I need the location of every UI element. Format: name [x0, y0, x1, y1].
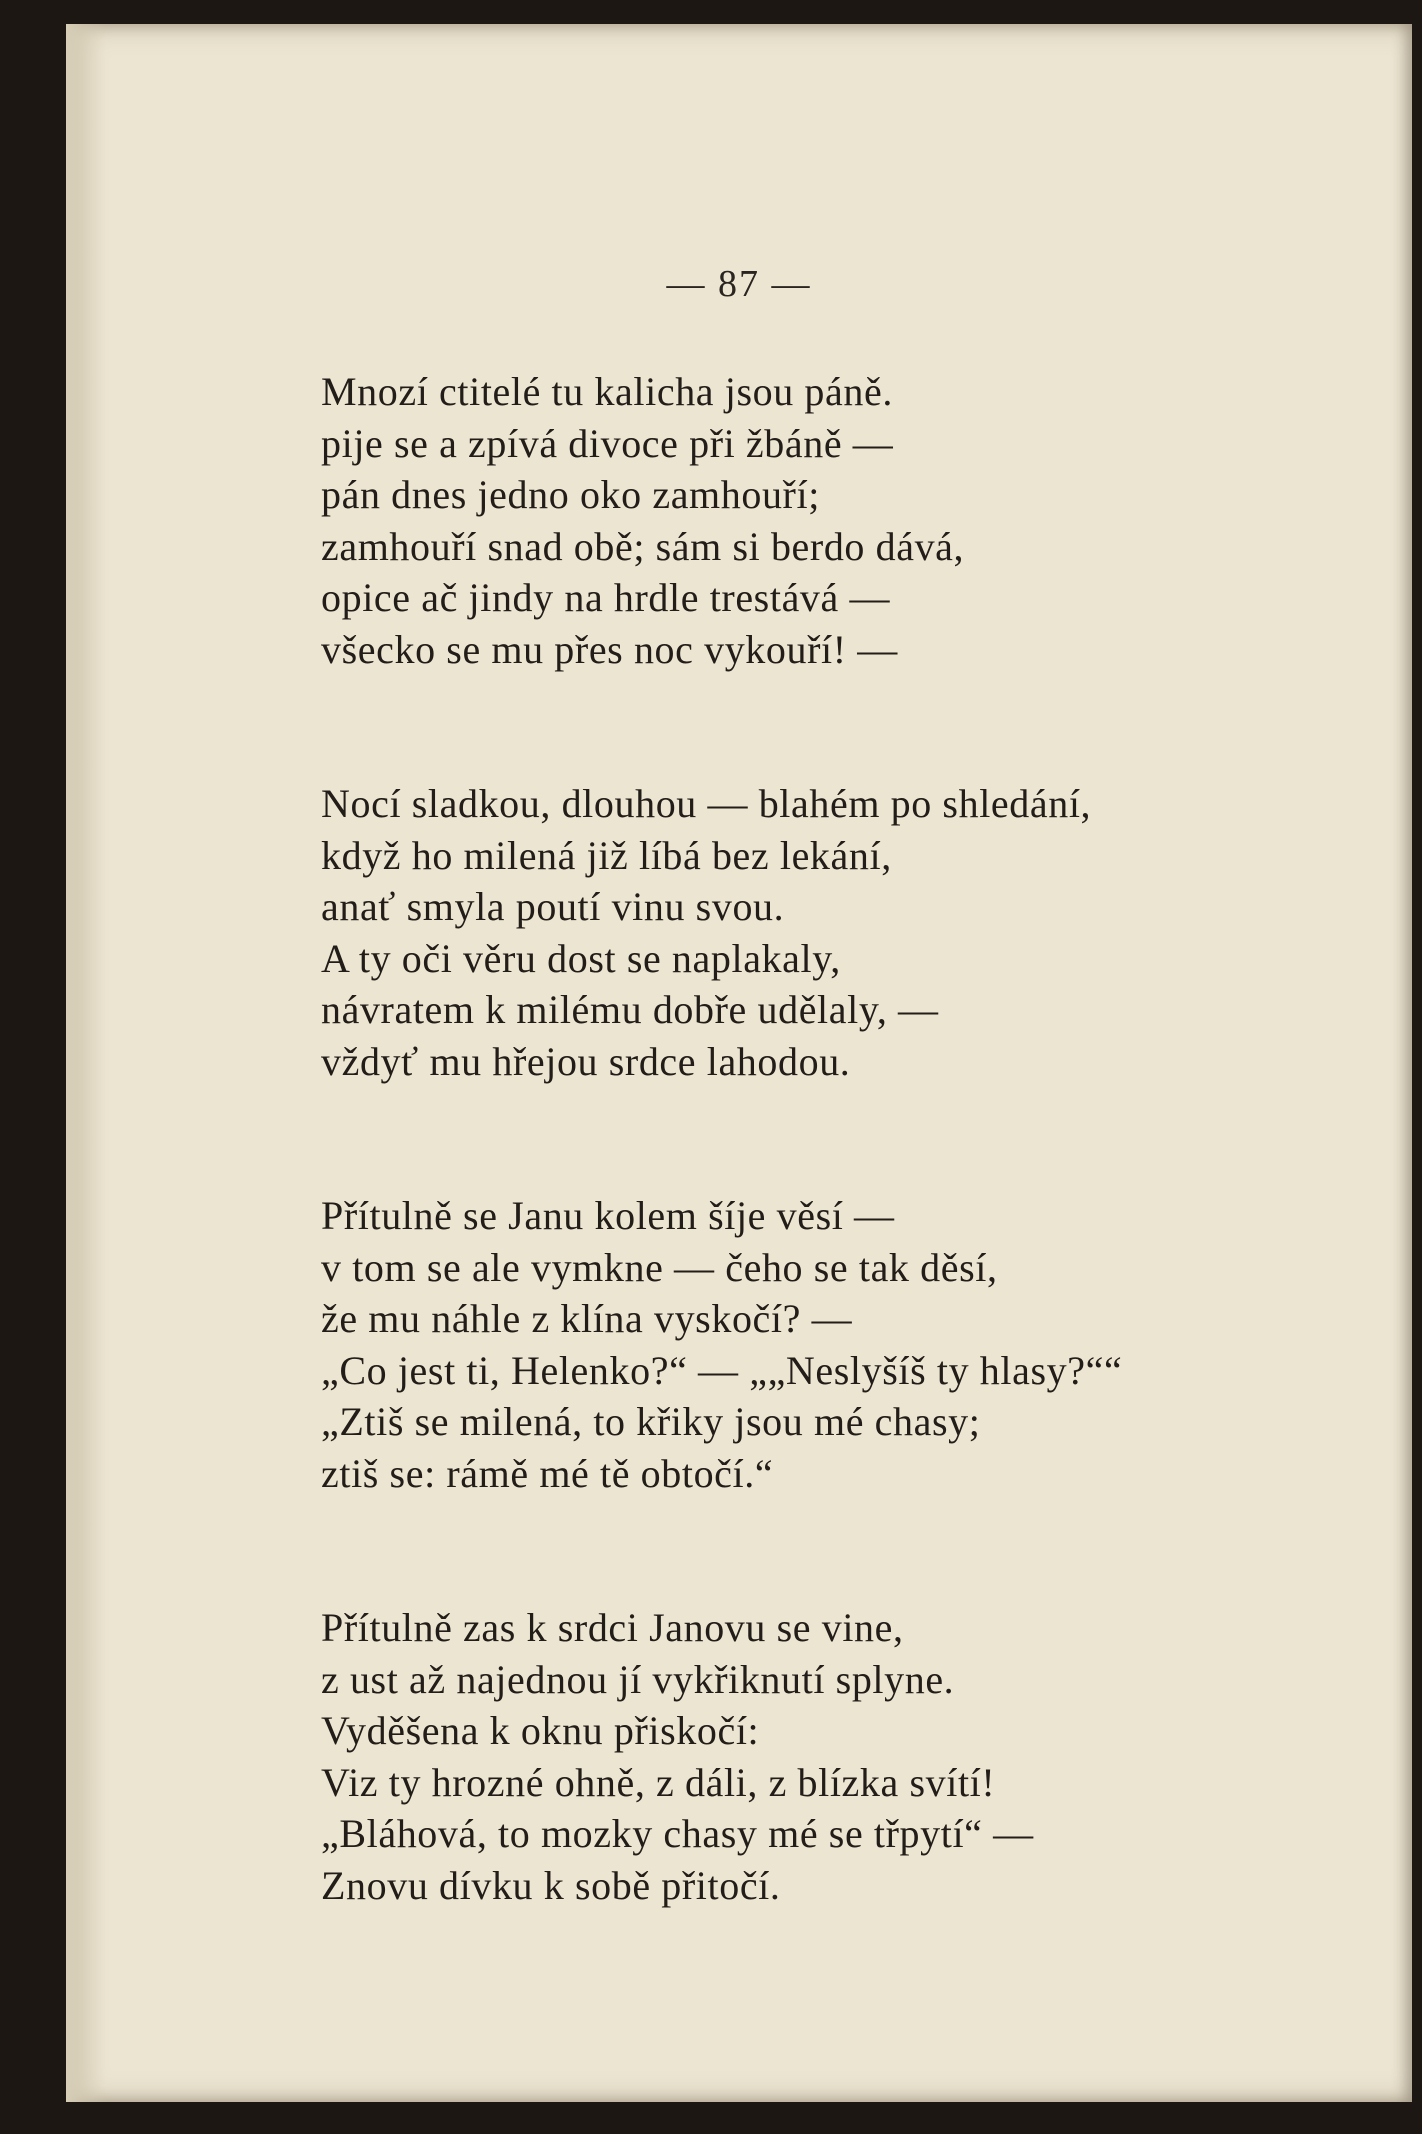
verse-line: Viz ty hrozné ohně, z dáli, z blízka svítí! — [321, 1759, 996, 1805]
verse-line: ztiš se: rámě mé tě obtočí.“ — [321, 1450, 774, 1496]
verse-line: zamhouří snad obě; sám si berdo dává, — [321, 523, 965, 569]
verse-line: „Bláhová, to mozky chasy mé se třpytí“ — — [321, 1811, 1034, 1856]
verse-line: v tom se ale vymkne — čeho se tak děsí, — [321, 1244, 998, 1290]
verse-line: všecko se mu přes noc vykouří! — — [321, 626, 898, 672]
verse-line: Vyděšena k oknu přiskočí: — [321, 1708, 760, 1753]
verse-line: Přítulně zas k srdci Janovu se vine, — [321, 1605, 904, 1650]
verse-line: vždyť mu hřejou srdce lahodou. — [321, 1038, 851, 1084]
verse-line: A ty oči věru dost se naplakaly, — [321, 935, 841, 981]
page-number: — 87 — — [666, 263, 812, 305]
poem-body — [321, 366, 1381, 2014]
page-gutter-shadow — [66, 24, 106, 2102]
verse-line: Znovu dívku k sobě přitočí. — [321, 1862, 781, 1908]
verse-line: Přítulně se Janu kolem šíje věsí — — [321, 1193, 895, 1238]
verse-line: návratem k milému dobře udělaly, — — [321, 987, 939, 1032]
verse-line: „Co jest ti, Helenko?“ — „„Neslyšíš ty hlasy?““ — [321, 1347, 1123, 1393]
verse-line: Mnozí ctitelé tu kalicha jsou páně. — [321, 369, 893, 414]
verse-line: z ust až najednou jí vykřiknutí splyne. — [321, 1656, 955, 1702]
verse-line: pán dnes jedno oko zamhouří; — [321, 472, 820, 517]
stanza — [321, 778, 1381, 1087]
verse-line: „Ztiš se milená, to křiky jsou mé chasy; — [321, 1399, 981, 1444]
verse-line: Nocí sladkou, dlouhou — blahém po shledání, — [321, 781, 1092, 826]
book-page — [66, 24, 1412, 2102]
verse-line: když ho milená již líbá bez lekání, — [321, 832, 892, 878]
verse-line: anať smyla poutí vinu svou. — [321, 884, 785, 929]
stanza — [321, 1190, 1381, 1499]
stanza — [321, 366, 1381, 675]
verse-line: opice ač jindy na hrdle trestává — — [321, 575, 891, 620]
verse-line: pije se a zpívá divoce při žbáně — — [321, 420, 894, 466]
stanza — [321, 1602, 1381, 1911]
verse-line: že mu náhle z klína vyskočí? — — [321, 1296, 853, 1341]
